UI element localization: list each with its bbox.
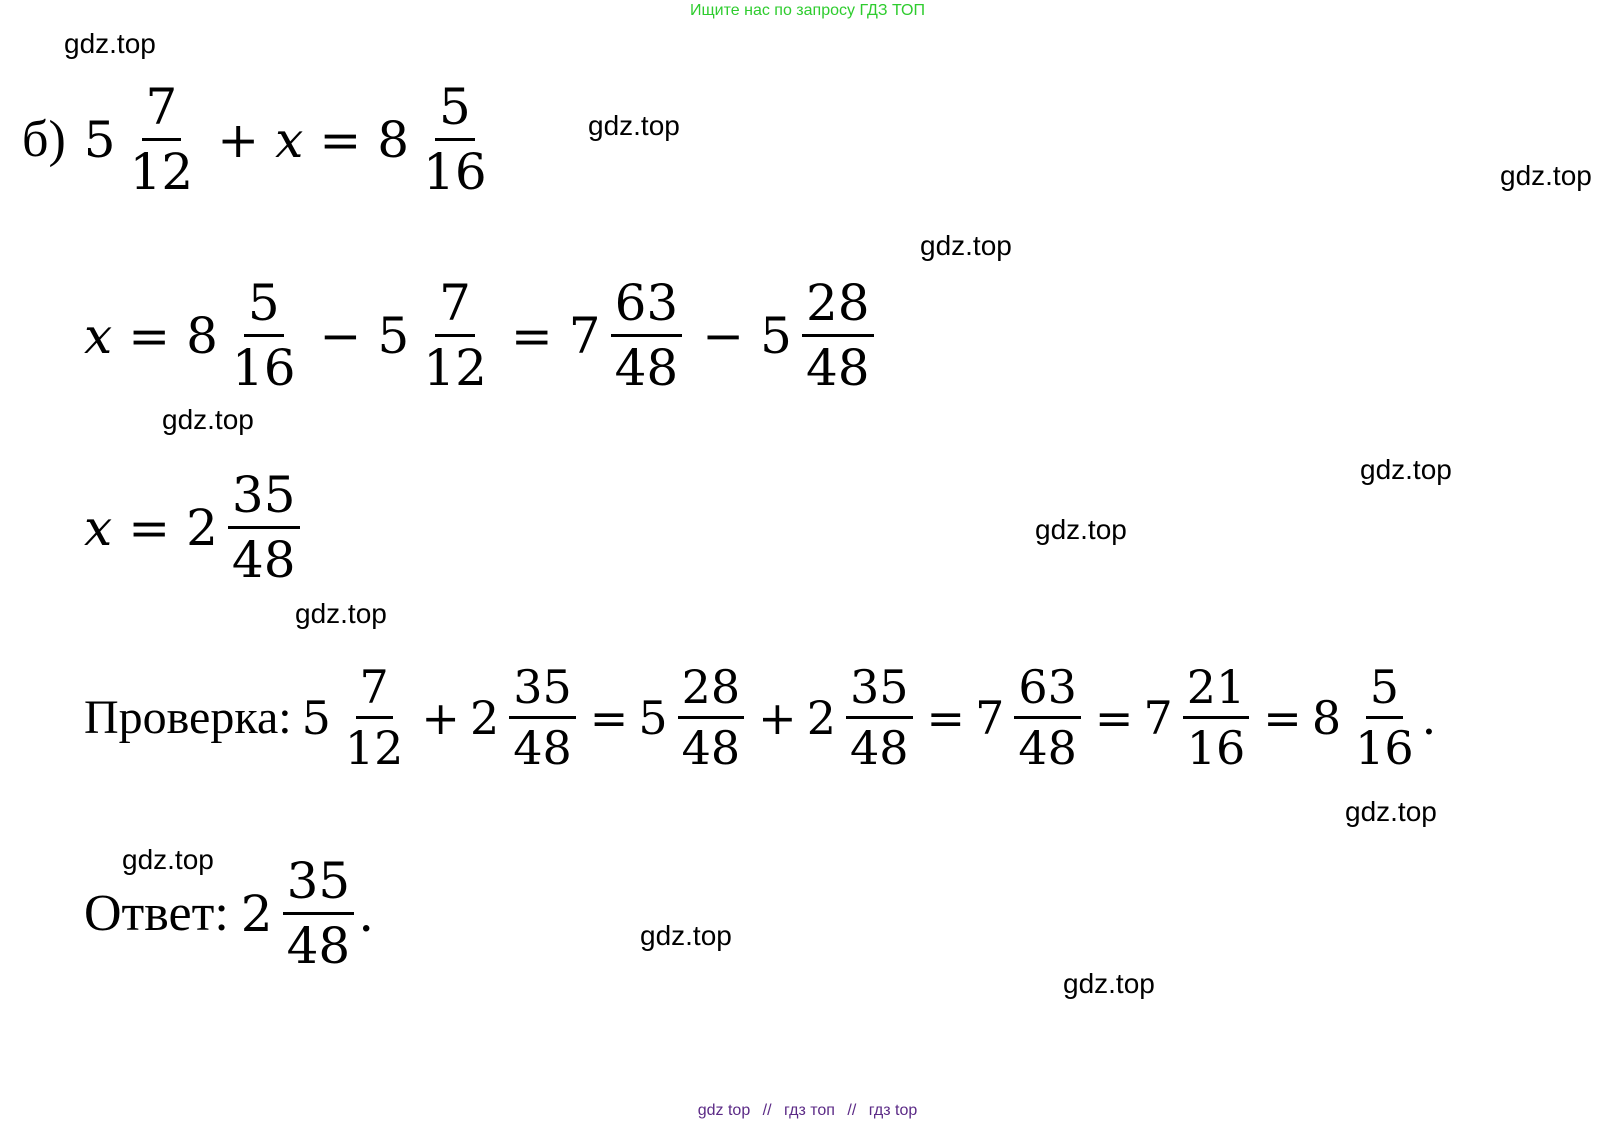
footer-separator: // xyxy=(847,1102,857,1119)
variable-x: x xyxy=(84,498,113,557)
watermark: gdz.top xyxy=(920,230,1012,261)
watermark: gdz.top xyxy=(162,404,254,435)
mixed-whole: 5 xyxy=(301,690,331,745)
operator: = xyxy=(128,306,171,365)
answer-line xyxy=(84,852,375,975)
fraction: $\frac{7}{12}$ xyxy=(129,78,194,201)
watermark: gdz.top xyxy=(122,844,214,875)
mixed-whole: 7 xyxy=(975,690,1005,745)
mixed-whole: 8 xyxy=(186,306,218,365)
footer-separator: // xyxy=(762,1102,772,1119)
operator: + xyxy=(217,110,260,169)
answer-label: Ответ: xyxy=(84,885,229,942)
fraction: $\frac{28}{48}$ xyxy=(678,664,745,771)
check-label: Проверка: xyxy=(84,691,292,744)
fraction: $\frac{63}{48}$ xyxy=(611,278,683,393)
footer-link: gdz top xyxy=(697,1102,751,1119)
variable-x: x xyxy=(84,306,113,365)
mixed-whole: 8 xyxy=(377,110,410,169)
fraction: $\frac{7}{12}$ xyxy=(344,660,404,775)
mixed-whole: 5 xyxy=(760,306,792,365)
period: . xyxy=(1421,690,1437,745)
operator: = xyxy=(589,690,629,745)
operator: = xyxy=(1094,690,1134,745)
operator: − xyxy=(702,306,745,365)
watermark: gdz.top xyxy=(588,110,680,141)
watermark: gdz.top xyxy=(1345,796,1437,827)
variable-x: x xyxy=(275,110,304,169)
mixed-whole: 8 xyxy=(1311,690,1342,745)
fraction: $\frac{5}{16}$ xyxy=(231,274,296,397)
operator: = xyxy=(926,690,966,745)
top-banner: Ищите нас по запросу ГДЗ ТОП xyxy=(690,2,925,19)
mixed-whole: 2 xyxy=(469,690,500,745)
operator: − xyxy=(319,306,362,365)
operator: = xyxy=(1263,690,1302,745)
mixed-whole: 5 xyxy=(377,306,410,365)
operator: = xyxy=(128,498,171,557)
fraction: $\frac{28}{48}$ xyxy=(802,278,874,393)
operator: = xyxy=(510,306,553,365)
footer-link: гдз топ xyxy=(784,1102,835,1119)
solution-step-1 xyxy=(84,274,878,397)
mixed-whole: 2 xyxy=(806,690,836,745)
operator: = xyxy=(319,110,362,169)
fraction: $\frac{63}{48}$ xyxy=(1014,664,1081,771)
fraction: $\frac{35}{48}$ xyxy=(846,664,913,771)
watermark: gdz.top xyxy=(1360,454,1452,485)
mixed-whole: 5 xyxy=(638,690,668,745)
watermark: gdz.top xyxy=(1063,968,1155,999)
operator: + xyxy=(758,690,797,745)
watermark: gdz.top xyxy=(64,28,156,59)
footer-link: гдз top xyxy=(868,1102,918,1119)
operator: + xyxy=(421,690,460,745)
watermark: gdz.top xyxy=(1500,160,1592,191)
fraction: $\frac{5}{16}$ xyxy=(423,78,487,201)
mixed-whole: 7 xyxy=(568,306,601,365)
watermark: gdz.top xyxy=(1035,514,1127,545)
mixed-whole: 5 xyxy=(83,110,116,169)
mixed-whole: 7 xyxy=(1143,690,1173,745)
check-line xyxy=(84,660,1437,775)
fraction: $\frac{21}{16}$ xyxy=(1183,664,1250,771)
watermark: gdz.top xyxy=(295,598,387,629)
fraction: $\frac{7}{12}$ xyxy=(423,274,487,397)
watermark: gdz.top xyxy=(640,920,732,951)
fraction: $\frac{35}{48}$ xyxy=(283,856,355,971)
footer xyxy=(0,1102,1615,1120)
problem-label: б) xyxy=(22,111,66,168)
period: . xyxy=(358,884,375,943)
mixed-whole: 2 xyxy=(186,498,218,557)
fraction: $\frac{35}{48}$ xyxy=(228,470,300,585)
problem-equation xyxy=(22,78,495,201)
solution-step-2 xyxy=(84,466,304,589)
mixed-whole: 2 xyxy=(240,884,273,943)
fraction: $\frac{5}{16}$ xyxy=(1355,660,1414,775)
fraction: $\frac{35}{48}$ xyxy=(509,664,576,771)
